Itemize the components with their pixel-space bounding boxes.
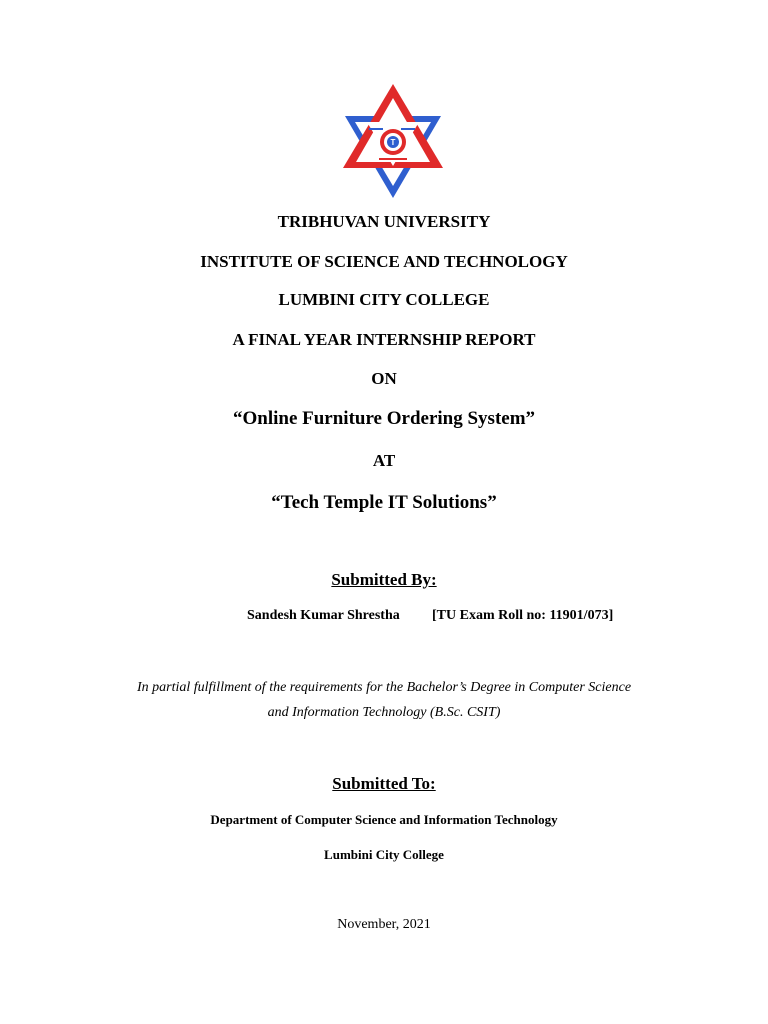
at-label: AT <box>372 451 396 470</box>
company-name: “Tech Temple IT Solutions” <box>271 492 497 513</box>
student-name: Sandesh Kumar Shrestha <box>247 608 400 623</box>
report-type: A FINAL YEAR INTERNSHIP REPORT <box>232 330 536 349</box>
svg-text:T: T <box>390 138 396 147</box>
submitted-by-heading: Submitted By: <box>331 570 437 589</box>
tribhuvan-university-emblem-icon <box>339 82 447 200</box>
department-name: Department of Computer Science and Information Technology <box>210 812 558 827</box>
recipient-college-name: Lumbini City College <box>324 847 444 862</box>
fulfillment-statement-line-2: and Information Technology (B.Sc. CSIT) <box>267 705 501 720</box>
on-label: ON <box>371 369 397 388</box>
fulfillment-statement-line-1: In partial fulfillment of the requirements for the Bachelor’s Degree in Computer Science <box>136 680 632 695</box>
project-title: “Online Furniture Ordering System” <box>232 408 536 429</box>
institute-name: INSTITUTE OF SCIENCE AND TECHNOLOGY <box>200 252 568 271</box>
submitted-to-heading: Submitted To: <box>332 774 436 793</box>
submission-date: November, 2021 <box>337 917 431 932</box>
college-name: LUMBINI CITY COLLEGE <box>278 290 490 309</box>
university-name: TRIBHUVAN UNIVERSITY <box>277 212 491 231</box>
exam-roll-number: [TU Exam Roll no: 11901/073] <box>432 608 614 623</box>
